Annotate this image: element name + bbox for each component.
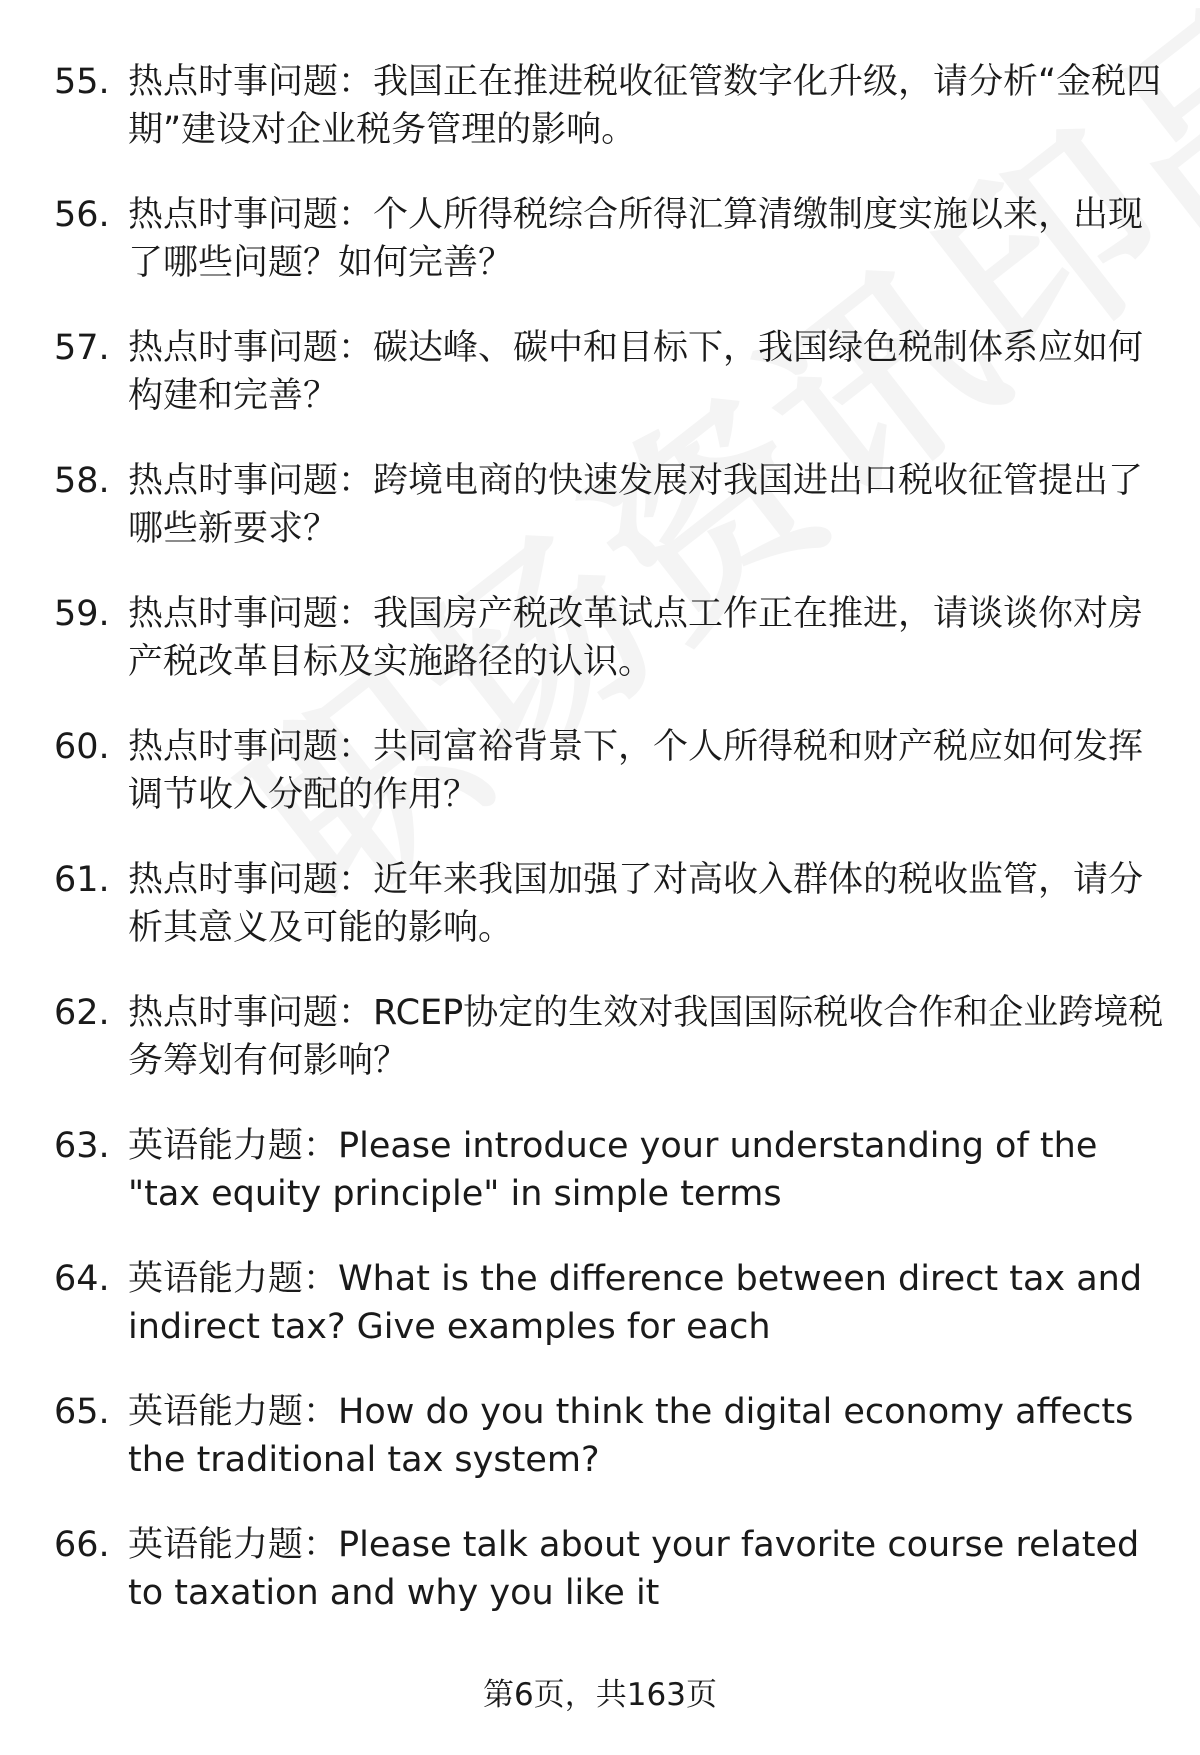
page-footer: 第6页，共163页 <box>483 1677 717 1713</box>
question-text: 热点时事问题：近年来我国加强了对高收入群体的税收监管，请分析其意义及可能的影响。 <box>128 860 1144 948</box>
question-item <box>54 989 1164 1085</box>
question-number: 58. <box>54 461 110 501</box>
question-number: 62. <box>54 993 110 1033</box>
question-number: 56. <box>54 195 110 235</box>
question-item <box>54 457 1164 553</box>
question-number: 64. <box>54 1259 110 1299</box>
question-text: 热点时事问题：我国房产税改革试点工作正在推进，请谈谈你对房产税改革目标及实施路径的认识。 <box>128 594 1144 682</box>
question-text: 热点时事问题：碳达峰、碳中和目标下，我国绿色税制体系应如何构建和完善？ <box>128 328 1144 416</box>
question-item <box>54 590 1164 686</box>
question-text: 热点时事问题：跨境电商的快速发展对我国进出口税收征管提出了哪些新要求？ <box>128 461 1144 549</box>
question-number: 60. <box>54 727 110 767</box>
question-item <box>54 1255 1164 1351</box>
question-number: 57. <box>54 328 110 368</box>
question-text: 热点时事问题：个人所得税综合所得汇算清缴制度实施以来，出现了哪些问题？如何完善？ <box>128 195 1144 283</box>
question-text: 英语能力题：What is the difference between direct tax and indirect tax? Give examples for each <box>128 1259 1143 1347</box>
question-number: 65. <box>54 1392 110 1432</box>
question-number: 59. <box>54 594 110 634</box>
question-item <box>54 324 1164 420</box>
question-text: 热点时事问题：我国正在推进税收征管数字化升级，请分析“金税四期”建设对企业税务管理的影响。 <box>128 62 1162 150</box>
question-list <box>54 58 1164 1654</box>
question-item <box>54 1122 1164 1218</box>
question-text: 英语能力题：Please introduce your understanding of the "tax equity principle" in simple terms <box>128 1126 1098 1214</box>
question-item <box>54 1521 1164 1617</box>
question-number: 55. <box>54 62 110 102</box>
question-number: 61. <box>54 860 110 900</box>
question-text: 热点时事问题：RCEP协定的生效对我国国际税收合作和企业跨境税务筹划有何影响？ <box>128 993 1164 1081</box>
question-item <box>54 58 1164 154</box>
question-item <box>54 856 1164 952</box>
question-text: 热点时事问题：共同富裕背景下，个人所得税和财产税应如何发挥调节收入分配的作用？ <box>128 727 1144 815</box>
question-item <box>54 1388 1164 1484</box>
question-number: 66. <box>54 1525 110 1565</box>
question-item <box>54 191 1164 287</box>
question-text: 英语能力题：How do you think the digital economy affects the traditional tax system? <box>128 1392 1134 1480</box>
question-number: 63. <box>54 1126 110 1166</box>
question-item <box>54 723 1164 819</box>
question-text: 英语能力题：Please talk about your favorite course related to taxation and why you like it <box>128 1525 1140 1613</box>
